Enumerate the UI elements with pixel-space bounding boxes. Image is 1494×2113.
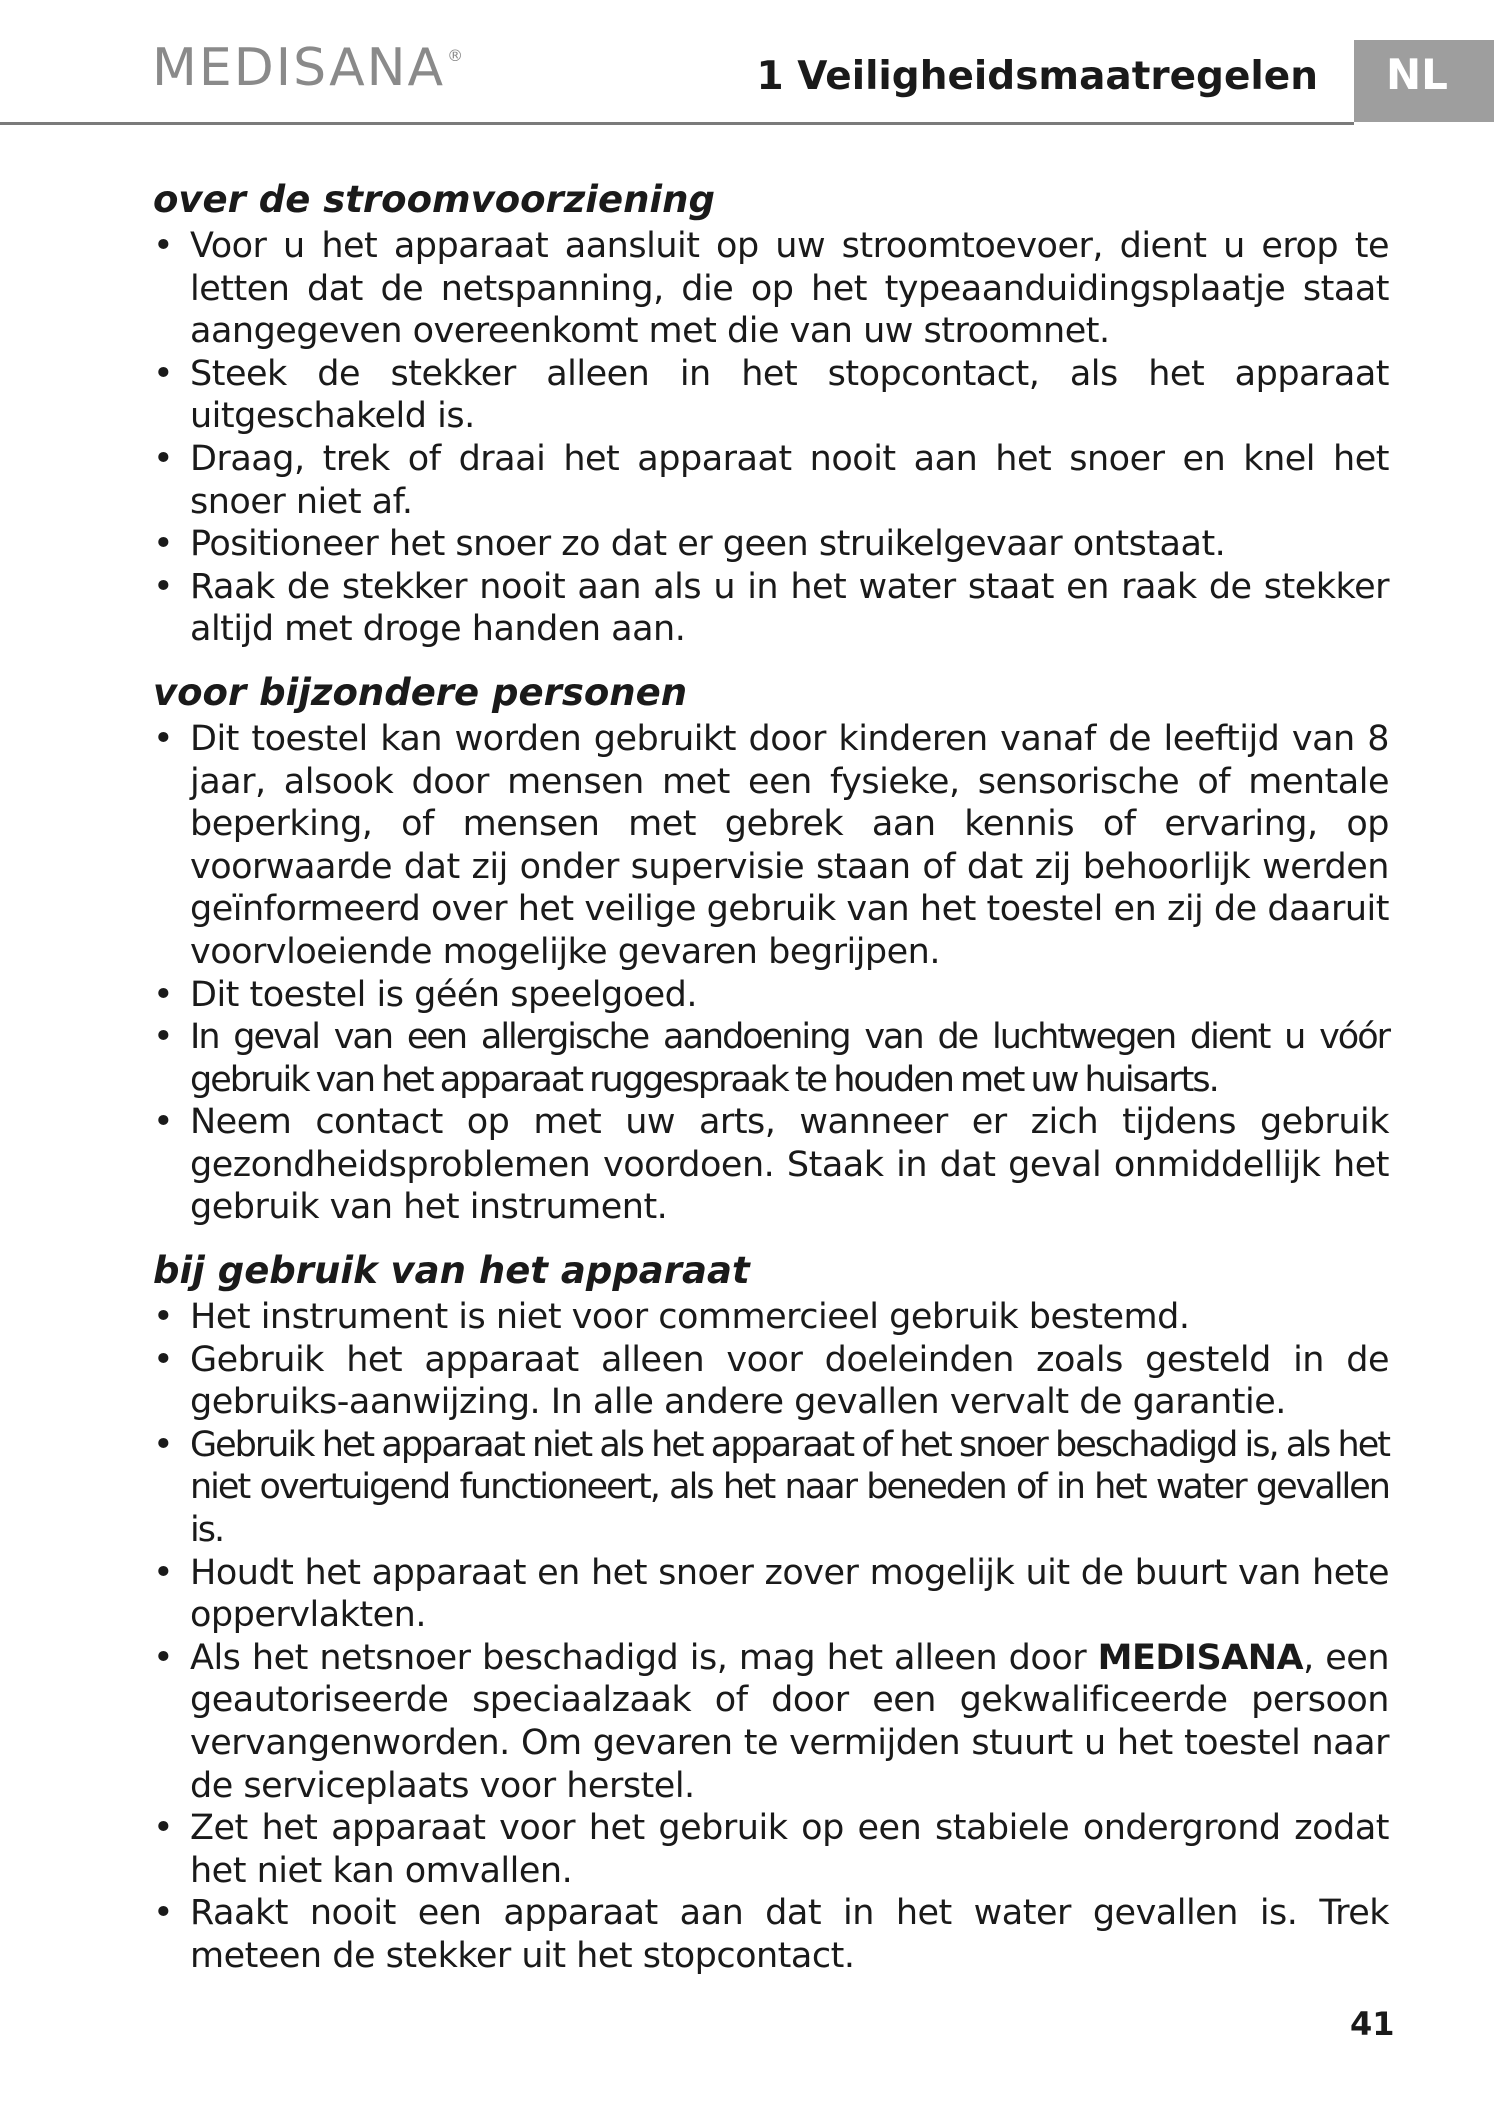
list-item: • Houdt het apparaat en het snoer zover mogelijk uit de buurt van hete oppervlakten. — [153, 1552, 1389, 1637]
list-item-text: Als het netsnoer beschadigd is, mag het alleen door — [190, 1637, 1098, 1678]
header-divider — [0, 122, 1354, 125]
bullet-list — [153, 225, 1389, 651]
list-item: • Raakt nooit een apparaat aan dat in het water gevallen is. Trek meteen de stekker uit het stopcontact. — [153, 1892, 1389, 1977]
section-heading: over de stroomvoorziening — [153, 178, 715, 221]
registered-mark: ® — [447, 46, 466, 65]
section-heading: bij gebruik van het apparaat — [153, 1249, 750, 1293]
list-item: • Voor u het apparaat aansluit op uw stroomtoevoer, dient u erop te letten dat de netspanning, die op het typeaanduidingsplaatje staat aangegeven overeenkomt met die van uw stroomnet. — [153, 225, 1389, 353]
list-item: • Dit toestel is géén speelgoed. — [153, 974, 1389, 1017]
list-item: • Zet het apparaat voor het gebruik op een stabiele ondergrond zodat het niet kan omvallen. — [153, 1807, 1389, 1892]
bullet-list — [153, 718, 1389, 1229]
list-item: • Het instrument is niet voor commercieel gebruik bestemd. — [153, 1296, 1389, 1339]
chapter-title: 1 Veiligheidsmaatregelen — [756, 54, 1318, 99]
section-power-supply — [153, 178, 1389, 651]
section-heading: voor bijzondere personen — [153, 670, 688, 714]
list-item: • In geval van een allergische aandoening van de luchtwegen dient u vóór gebruik van het apparaat ruggespraak te houden met uw huisarts. — [153, 1016, 1389, 1101]
brand-logo — [152, 38, 466, 98]
page-number: 41 — [1350, 2005, 1395, 2043]
language-badge: NL — [1354, 40, 1494, 122]
bullet-list — [153, 1296, 1389, 1978]
page-header — [0, 0, 1494, 125]
list-item — [153, 1637, 1389, 1807]
logo-wordmark: MEDISANA — [152, 38, 446, 98]
list-item: • Gebruik het apparaat niet als het apparaat of het snoer beschadigd is, als het niet overtuigend functioneert, als het naar beneden of in het water gevallen is. — [153, 1424, 1389, 1552]
list-item: • Draag, trek of draai het apparaat nooit aan het snoer en knel het snoer niet af. — [153, 438, 1389, 523]
section-special-persons — [153, 671, 1389, 1229]
list-item: • Dit toestel kan worden gebruikt door kinderen vanaf de leeftijd van 8 jaar, alsook door mensen met een fysieke, sensorische of mentale beperking, of mensen met gebrek aan kennis of ervaring, op voorwaarde dat zij onder supervisie staan of dat zij behoorlijk werden geïnformeerd over het veilige gebruik van het toestel en zij de daaruit voorvloeiende mogelijke gevaren begrijpen. — [153, 718, 1389, 974]
list-item: • Raak de stekker nooit aan als u in het water staat en raak de stekker altijd met droge handen aan. — [153, 566, 1389, 651]
section-device-use — [153, 1249, 1389, 1978]
list-item: • Steek de stekker alleen in het stopcontact, als het apparaat uitgeschakeld is. — [153, 353, 1389, 438]
list-item-text: , een geautoriseerde speciaalzaak of door een gekwalificeerde persoon vervangenworden. Om gevaren te vermijden stuurt u het toestel naar de serviceplaats voor herstel. — [190, 1637, 1389, 1806]
list-item: • Gebruik het apparaat alleen voor doeleinden zoals gesteld in de gebruiks-aanwijzing. In alle andere gevallen vervalt de garantie. — [153, 1339, 1389, 1424]
list-item: • Positioneer het snoer zo dat er geen struikelgevaar ontstaat. — [153, 523, 1389, 566]
list-item: • Neem contact op met uw arts, wanneer er zich tijdens gebruik gezondheidsproblemen voordoen. Staak in dat geval onmiddellijk het gebruik van het instrument. — [153, 1101, 1389, 1229]
page-content — [153, 178, 1389, 1998]
brand-name: MEDISANA — [1097, 1637, 1304, 1678]
